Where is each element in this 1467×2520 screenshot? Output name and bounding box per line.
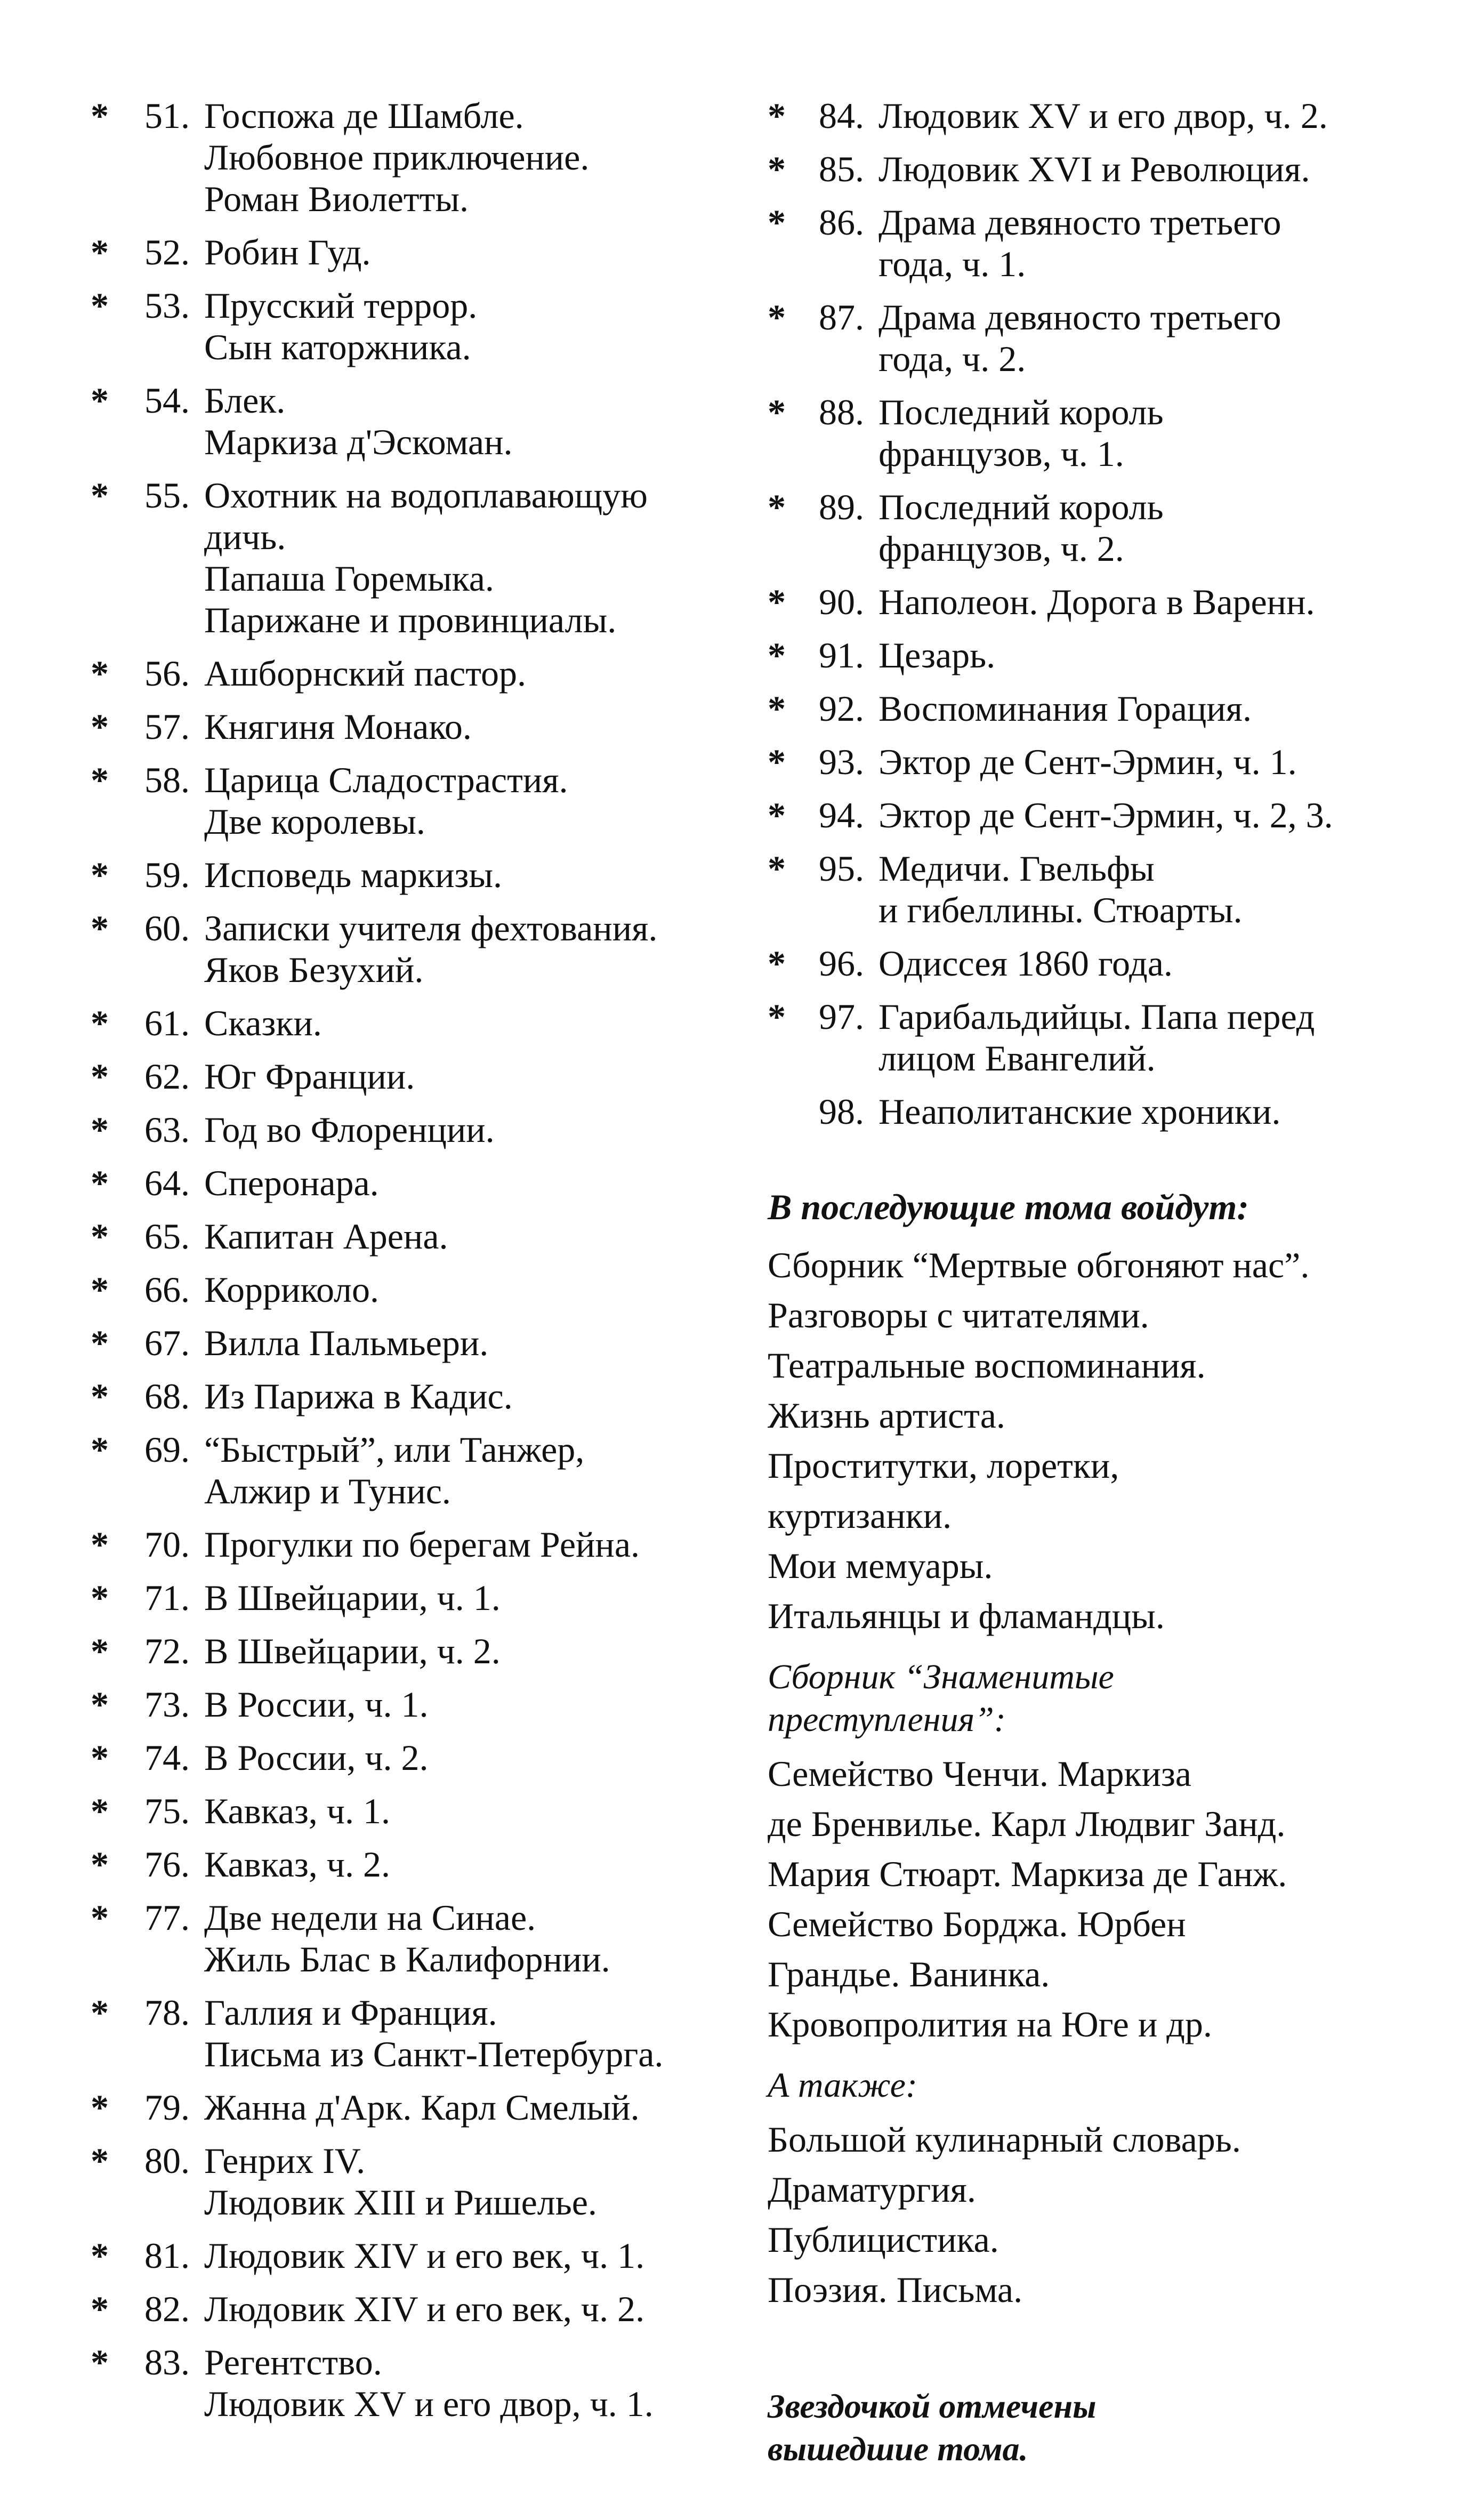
- volume-entry: [768, 581, 1461, 623]
- volume-title-line: В России, ч. 1.: [204, 1684, 429, 1725]
- volume-title-line: Людовик XV и его двор, ч. 2.: [878, 95, 1328, 136]
- published-star-mark: *: [91, 1376, 109, 1416]
- volume-titles: [204, 907, 752, 991]
- published-star-mark: *: [768, 688, 786, 729]
- published-star-mark: *: [768, 95, 786, 136]
- volume-titles: [204, 1269, 752, 1310]
- published-star-mark: *: [91, 2087, 109, 2128]
- volume-entry: [91, 1992, 752, 2075]
- crimes-heading: [768, 1656, 1461, 1741]
- volume-title-line: Жиль Блас в Калифорнии.: [204, 1939, 610, 1979]
- volume-title-line: Наполеон. Дорога в Варенн.: [878, 582, 1315, 622]
- volume-titles: [204, 1056, 752, 1097]
- volume-entry: [91, 907, 752, 991]
- volume-entry: [91, 706, 752, 747]
- volume-title-line: Госпожа де Шамбле.: [204, 95, 524, 136]
- volume-title-line: В Швейцарии, ч. 1.: [204, 1577, 501, 1618]
- crimes-item: Мария Стюарт. Маркиза де Ганж.: [768, 1854, 1287, 1894]
- volume-number: 59.: [144, 855, 190, 895]
- volume-entry: [768, 391, 1461, 474]
- crimes-heading-line: преступления”:: [768, 1700, 1006, 1739]
- crimes-item: де Бренвилье. Карл Людвиг Занд.: [768, 1804, 1286, 1844]
- published-star-mark: *: [768, 202, 786, 243]
- volume-entry: [91, 1056, 752, 1097]
- volume-titles: [878, 943, 1461, 984]
- volume-title-line: Людовик XIII и Ришелье.: [204, 2182, 597, 2223]
- published-star-mark: *: [768, 392, 786, 432]
- volume-titles: [204, 1843, 752, 1885]
- volume-titles: [204, 1684, 752, 1725]
- volume-number: 98.: [819, 1091, 864, 1132]
- volume-entry: [91, 1215, 752, 1257]
- volume-title-line: Юг Франции.: [204, 1056, 415, 1097]
- published-star-mark: *: [91, 1791, 109, 1831]
- volume-number: 89.: [819, 487, 864, 527]
- published-star-mark: *: [91, 1163, 109, 1203]
- volume-title-line: Эктор де Сент-Эрмин, ч. 1.: [878, 742, 1297, 782]
- volume-titles: [204, 231, 752, 273]
- upcoming-item: Жизнь артиста.: [768, 1395, 1005, 1436]
- volume-entry: [768, 202, 1461, 285]
- left-column: [91, 95, 752, 2436]
- upcoming-list: [768, 1244, 1461, 1637]
- volume-number: 73.: [144, 1684, 190, 1725]
- also-heading: А также:: [768, 2066, 917, 2105]
- published-star-mark: *: [91, 1429, 109, 1470]
- volume-titles: [204, 653, 752, 694]
- volume-number: 96.: [819, 943, 864, 984]
- published-star-mark: *: [91, 1524, 109, 1565]
- volume-entry: [91, 1790, 752, 1832]
- upcoming-item: Театральные воспоминания.: [768, 1345, 1206, 1386]
- footnote-line: Звездочкой отмечены: [768, 2387, 1097, 2425]
- volume-titles: [204, 1524, 752, 1565]
- volume-title-line: дичь.: [204, 517, 286, 557]
- published-star-mark: *: [91, 1684, 109, 1725]
- published-star-mark: *: [91, 760, 109, 800]
- volume-entry: [91, 380, 752, 463]
- volume-number: 53.: [144, 285, 190, 326]
- volume-titles: [204, 2341, 752, 2425]
- volume-title-line: Парижане и провинциалы.: [204, 600, 617, 640]
- volume-number: 71.: [144, 1577, 190, 1618]
- volume-title-line: Одиссея 1860 года.: [878, 943, 1173, 984]
- published-star-mark: *: [768, 149, 786, 189]
- published-star-mark: *: [768, 848, 786, 889]
- published-star-mark: *: [91, 2140, 109, 2181]
- upcoming-heading: В последующие тома войдут:: [768, 1187, 1249, 1227]
- volume-title-line: Любовное приключение.: [204, 137, 590, 178]
- published-star-mark: *: [91, 1003, 109, 1043]
- volume-entry: [91, 1002, 752, 1044]
- volume-titles: [204, 1375, 752, 1417]
- volume-titles: [878, 1091, 1461, 1132]
- volume-number: 90.: [819, 582, 864, 622]
- volume-title-line: “Быстрый”, или Танжер,: [204, 1429, 585, 1470]
- volume-titles: [878, 95, 1461, 136]
- published-star-mark: *: [91, 380, 109, 421]
- published-star-mark: *: [768, 742, 786, 782]
- volume-title-line: Записки учителя фехтования.: [204, 908, 658, 948]
- volume-title-line: Яков Безухий.: [204, 949, 424, 990]
- volume-title-line: Робин Гуд.: [204, 232, 371, 272]
- volume-number: 87.: [819, 297, 864, 337]
- volume-number: 95.: [819, 848, 864, 889]
- volume-title-line: Последний король: [878, 392, 1164, 432]
- volume-entry: [768, 848, 1461, 931]
- volume-number: 65.: [144, 1216, 190, 1257]
- volume-titles: [204, 2288, 752, 2330]
- volume-entry: [768, 741, 1461, 783]
- also-item: Большой кулинарный словарь.: [768, 2119, 1241, 2160]
- volume-titles: [204, 380, 752, 463]
- volume-titles: [204, 1790, 752, 1832]
- volume-number: 55.: [144, 475, 190, 516]
- volume-titles: [204, 759, 752, 842]
- volume-number: 84.: [819, 95, 864, 136]
- published-star-mark: *: [91, 1269, 109, 1310]
- published-star-mark: *: [768, 795, 786, 835]
- volume-titles: [878, 486, 1461, 569]
- volume-titles: [204, 1577, 752, 1619]
- volume-titles: [204, 1737, 752, 1778]
- volume-title-line: Капитан Арена.: [204, 1216, 448, 1257]
- volume-number: 86.: [819, 202, 864, 243]
- volume-title-line: Последний король: [878, 487, 1164, 527]
- volume-entry: [91, 854, 752, 896]
- volume-number: 74.: [144, 1737, 190, 1778]
- volume-number: 88.: [819, 392, 864, 432]
- upcoming-item: Проститутки, лоретки,: [768, 1445, 1119, 1486]
- volume-number: 51.: [144, 95, 190, 136]
- volume-titles: [878, 634, 1461, 676]
- volume-titles: [204, 1002, 752, 1044]
- volume-title-line: Кавказ, ч. 2.: [204, 1844, 390, 1885]
- crimes-item: Кровопролития на Юге и др.: [768, 2004, 1212, 2044]
- published-star-mark: *: [91, 285, 109, 326]
- volume-entry: [768, 794, 1461, 836]
- volume-number: 91.: [819, 635, 864, 675]
- published-star-mark: *: [91, 1323, 109, 1363]
- upcoming-item: Разговоры с читателями.: [768, 1295, 1149, 1335]
- volume-title-line: лицом Евангелий.: [878, 1038, 1156, 1078]
- volume-number: 76.: [144, 1844, 190, 1885]
- volume-title-line: Роман Виолетты.: [204, 179, 469, 219]
- volume-title-line: Исповедь маркизы.: [204, 855, 503, 895]
- volume-number: 57.: [144, 706, 190, 747]
- volume-title-line: Блек.: [204, 380, 286, 421]
- upcoming-item: Итальянцы и фламандцы.: [768, 1596, 1165, 1636]
- volume-title-line: Охотник на водоплавающую: [204, 475, 648, 516]
- volume-titles: [204, 1630, 752, 1672]
- volume-title-line: Кавказ, ч. 1.: [204, 1791, 390, 1831]
- volume-number: 69.: [144, 1429, 190, 1470]
- crimes-item: Семейство Ченчи. Маркиза: [768, 1753, 1191, 1794]
- volume-number: 67.: [144, 1323, 190, 1363]
- also-item: Публицистика.: [768, 2219, 999, 2260]
- volume-titles: [878, 848, 1461, 931]
- volume-title-line: французов, ч. 2.: [878, 528, 1124, 569]
- upcoming-item: Сборник “Мертвые обгоняют нас”.: [768, 1245, 1310, 1285]
- volume-title-line: Прогулки по берегам Рейна.: [204, 1524, 640, 1565]
- volume-titles: [204, 2140, 752, 2223]
- volume-title-line: Драма девяносто третьего: [878, 202, 1281, 243]
- volume-entry: [768, 486, 1461, 569]
- published-star-mark: *: [91, 1577, 109, 1618]
- volume-titles: [204, 1215, 752, 1257]
- footnote: [768, 2385, 1461, 2470]
- volume-number: 63.: [144, 1109, 190, 1150]
- volume-title-line: Сперонара.: [204, 1163, 379, 1203]
- published-star-mark: *: [91, 1897, 109, 1938]
- volume-number: 82.: [144, 2289, 190, 2329]
- volume-entry: [91, 1109, 752, 1150]
- volume-title-line: Людовик XIV и его век, ч. 2.: [204, 2289, 645, 2329]
- volume-title-line: Сын каторжника.: [204, 327, 471, 367]
- volume-title-line: Прусский террор.: [204, 285, 478, 326]
- volume-number: 92.: [819, 688, 864, 729]
- volume-titles: [204, 1322, 752, 1364]
- volume-title-line: Две недели на Синае.: [204, 1897, 536, 1938]
- volume-number: 81.: [144, 2235, 190, 2276]
- volume-number: 72.: [144, 1631, 190, 1671]
- volume-title-line: Драма девяносто третьего: [878, 297, 1281, 337]
- volume-entry: [91, 1322, 752, 1364]
- volume-entry: [91, 285, 752, 368]
- volume-entry: [91, 2087, 752, 2128]
- volume-entry: [91, 1269, 752, 1310]
- volume-entry: [91, 1162, 752, 1204]
- volume-entry: [768, 1091, 1461, 1132]
- volume-title-line: Жанна д'Арк. Карл Смелый.: [204, 2087, 640, 2128]
- volume-number: 77.: [144, 1897, 190, 1938]
- volume-entry: [91, 1843, 752, 1885]
- volume-entry: [768, 296, 1461, 380]
- crimes-item: Грандье. Ванинка.: [768, 1954, 1050, 1994]
- published-star-mark: *: [768, 487, 786, 527]
- volume-title-line: года, ч. 1.: [878, 244, 1026, 284]
- volume-list-right: [768, 95, 1461, 1132]
- volume-entry: [768, 943, 1461, 984]
- crimes-heading-line: Сборник “Знаменитые: [768, 1657, 1114, 1696]
- volume-entry: [91, 474, 752, 641]
- volume-number: 64.: [144, 1163, 190, 1203]
- published-star-mark: *: [768, 943, 786, 984]
- volume-title-line: Маркиза д'Эскоман.: [204, 422, 513, 462]
- volume-titles: [878, 391, 1461, 474]
- published-star-mark: *: [91, 706, 109, 747]
- volume-entry: [91, 1375, 752, 1417]
- volume-number: 54.: [144, 380, 190, 421]
- volume-titles: [878, 202, 1461, 285]
- volume-number: 79.: [144, 2087, 190, 2128]
- volume-number: 83.: [144, 2342, 190, 2382]
- volume-titles: [204, 1429, 752, 1512]
- published-star-mark: *: [91, 2342, 109, 2382]
- published-star-mark: *: [91, 1844, 109, 1885]
- volume-entry: [91, 1897, 752, 1980]
- volume-title-line: Сказки.: [204, 1003, 322, 1043]
- volume-entry: [768, 634, 1461, 676]
- published-star-mark: *: [91, 908, 109, 948]
- volume-number: 61.: [144, 1003, 190, 1043]
- published-star-mark: *: [91, 232, 109, 272]
- upcoming-item: куртизанки.: [768, 1495, 952, 1536]
- volume-entry: [91, 1737, 752, 1778]
- volume-title-line: Регентство.: [204, 2342, 382, 2382]
- published-star-mark: *: [91, 1056, 109, 1097]
- volume-number: 68.: [144, 1376, 190, 1416]
- volume-title-line: Княгиня Монако.: [204, 706, 472, 747]
- published-star-mark: *: [91, 855, 109, 895]
- volume-title-line: Генрих IV.: [204, 2140, 366, 2181]
- volume-entry: [91, 1577, 752, 1619]
- volume-title-line: Вилла Пальмьери.: [204, 1323, 489, 1363]
- volume-entry: [91, 2341, 752, 2425]
- volume-number: 75.: [144, 1791, 190, 1831]
- published-star-mark: *: [768, 297, 786, 337]
- also-item: Драматургия.: [768, 2169, 976, 2210]
- volume-titles: [204, 1992, 752, 2075]
- crimes-list: [768, 1753, 1461, 2045]
- volume-entry: [91, 231, 752, 273]
- published-star-mark: *: [768, 635, 786, 675]
- volume-title-line: Гарибальдийцы. Папа перед: [878, 996, 1315, 1037]
- volume-title-line: Медичи. Гвельфы: [878, 848, 1155, 889]
- volume-title-line: Из Парижа в Кадис.: [204, 1376, 513, 1416]
- volume-number: 52.: [144, 232, 190, 272]
- volume-entry: [91, 2235, 752, 2276]
- volume-entry: [91, 1524, 752, 1565]
- volume-title-line: года, ч. 2.: [878, 339, 1026, 379]
- volume-entry: [91, 653, 752, 694]
- volume-entry: [91, 2140, 752, 2223]
- volume-titles: [204, 1109, 752, 1150]
- volume-titles: [878, 148, 1461, 190]
- volume-titles: [204, 95, 752, 220]
- volume-title-line: Ашборнский пастор.: [204, 653, 527, 694]
- volume-number: 56.: [144, 653, 190, 694]
- published-star-mark: *: [91, 2289, 109, 2329]
- published-star-mark: *: [91, 1737, 109, 1778]
- volume-entry: [91, 1630, 752, 1672]
- volume-titles: [204, 854, 752, 896]
- volume-title-line: Эктор де Сент-Эрмин, ч. 2, 3.: [878, 795, 1333, 835]
- volume-number: 94.: [819, 795, 864, 835]
- volume-number: 66.: [144, 1269, 190, 1310]
- volume-title-line: Людовик XIV и его век, ч. 1.: [204, 2235, 645, 2276]
- volume-entry: [768, 688, 1461, 729]
- published-star-mark: *: [91, 2235, 109, 2276]
- volume-title-line: Царица Сладострастия.: [204, 760, 568, 800]
- volume-titles: [204, 2087, 752, 2128]
- volume-number: 80.: [144, 2140, 190, 2181]
- volume-title-line: Галлия и Франция.: [204, 1992, 497, 2033]
- right-column: [768, 95, 1461, 2470]
- volume-number: 85.: [819, 149, 864, 189]
- published-star-mark: *: [91, 1216, 109, 1257]
- volume-titles: [204, 706, 752, 747]
- published-star-mark: *: [91, 475, 109, 516]
- volume-number: 62.: [144, 1056, 190, 1097]
- published-star-mark: *: [91, 1109, 109, 1150]
- footnote-line: вышедшие тома.: [768, 2430, 1028, 2468]
- volume-entry: [768, 95, 1461, 136]
- volume-title-line: Письма из Санкт-Петербурга.: [204, 2034, 664, 2074]
- volume-title-line: французов, ч. 1.: [878, 433, 1124, 474]
- published-star-mark: *: [91, 1631, 109, 1671]
- volume-entry: [91, 2288, 752, 2330]
- volume-title-line: Корриколо.: [204, 1269, 379, 1310]
- volume-titles: [878, 581, 1461, 623]
- volume-entry: [91, 1429, 752, 1512]
- volume-titles: [204, 1162, 752, 1204]
- volume-titles: [878, 741, 1461, 783]
- volume-titles: [204, 2235, 752, 2276]
- volume-title-line: Неаполитанские хроники.: [878, 1091, 1281, 1132]
- volume-titles: [204, 1897, 752, 1980]
- volume-title-line: и гибеллины. Стюарты.: [878, 890, 1243, 930]
- volume-number: 97.: [819, 996, 864, 1037]
- volume-title-line: Цезарь.: [878, 635, 996, 675]
- volume-titles: [878, 296, 1461, 380]
- published-star-mark: *: [768, 582, 786, 622]
- volume-title-line: В России, ч. 2.: [204, 1737, 429, 1778]
- published-star-mark: *: [91, 653, 109, 694]
- volume-title-line: Год во Флоренции.: [204, 1109, 495, 1150]
- published-star-mark: *: [91, 95, 109, 136]
- volume-title-line: Воспоминания Горация.: [878, 688, 1252, 729]
- volume-number: 78.: [144, 1992, 190, 2033]
- volume-number: 93.: [819, 742, 864, 782]
- volume-title-line: Людовик XVI и Революция.: [878, 149, 1310, 189]
- volume-entry: [768, 996, 1461, 1079]
- volume-titles: [878, 688, 1461, 729]
- volume-title-line: Людовик XV и его двор, ч. 1.: [204, 2384, 654, 2424]
- volume-title-line: Две королевы.: [204, 801, 425, 842]
- crimes-item: Семейство Борджа. Юрбен: [768, 1904, 1186, 1944]
- volume-title-line: В Швейцарии, ч. 2.: [204, 1631, 501, 1671]
- volume-titles: [204, 474, 752, 641]
- volume-entry: [91, 1684, 752, 1725]
- volume-number: 58.: [144, 760, 190, 800]
- volume-title-line: Папаша Горемыка.: [204, 558, 494, 599]
- volume-entry: [91, 95, 752, 220]
- volume-titles: [204, 285, 752, 368]
- also-list: [768, 2119, 1461, 2310]
- volume-number: 70.: [144, 1524, 190, 1565]
- upcoming-item: Мои мемуары.: [768, 1545, 993, 1586]
- volume-titles: [878, 794, 1461, 836]
- volume-entry: [91, 759, 752, 842]
- published-star-mark: *: [768, 996, 786, 1037]
- published-star-mark: *: [91, 1992, 109, 2033]
- volume-entry: [768, 148, 1461, 190]
- also-item: Поэзия. Письма.: [768, 2269, 1023, 2310]
- volume-titles: [878, 996, 1461, 1079]
- volume-title-line: Алжир и Тунис.: [204, 1471, 451, 1511]
- volume-number: 60.: [144, 908, 190, 948]
